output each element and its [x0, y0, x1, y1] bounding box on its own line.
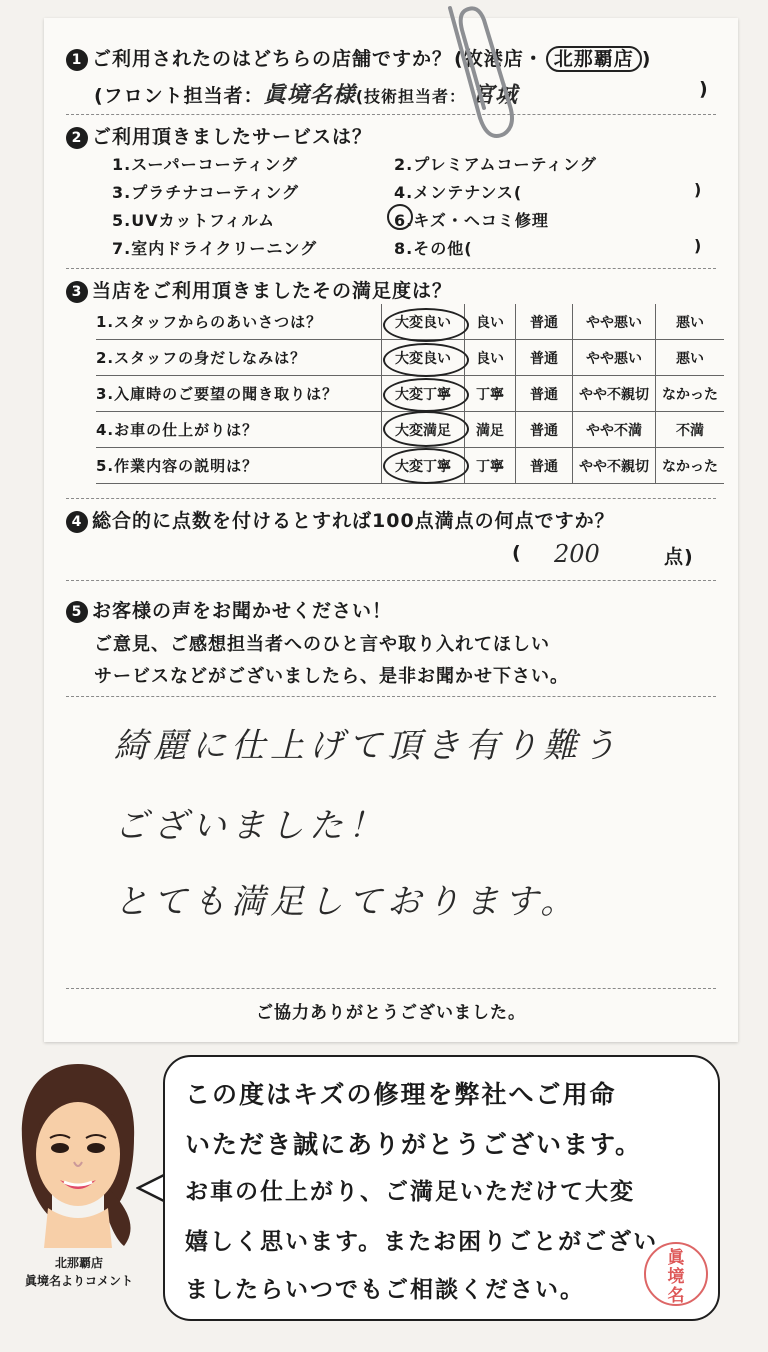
reply-line: 嬉しく思います。またお困りごとがござい [185, 1229, 659, 1255]
selection-circle [383, 411, 469, 447]
divider [66, 580, 716, 581]
reply-line: ましたらいつでもご相談ください。 [185, 1277, 585, 1303]
service-item: 3.プラチナコーティング [112, 183, 299, 202]
staff-tech-name: 宮城 [472, 82, 519, 108]
thanks-text: ご協力ありがとうございました。 [256, 1003, 526, 1023]
divider [66, 988, 716, 989]
name-stamp: 眞境名 [644, 1242, 708, 1306]
table-row: 5.作業内容の説明は？ 大変丁寧 丁寧 普通 やや不親切 なかった [96, 448, 724, 484]
question-5: 5 お客様の声をお聞かせください！ [66, 596, 392, 623]
service-item: 1.スーパーコーティング [112, 155, 299, 174]
reply-line: お車の仕上がり、ご満足いただけて大変 [185, 1179, 635, 1205]
score-open: ( [512, 542, 522, 564]
divider [66, 114, 716, 115]
table-row: 4.お車の仕上がりは？ 大変満足 満足 普通 やや不満 不満 [96, 412, 724, 448]
customer-voice-line: 綺麗に仕上げて頂き有り難う [114, 726, 621, 766]
question-number-4: 4 [66, 511, 88, 533]
selection-circle [383, 308, 469, 342]
service-item: 7.室内ドライクリーニング [112, 239, 318, 258]
question-number-1: 1 [66, 49, 88, 71]
service-item: 8.その他( [394, 239, 473, 258]
score-value: 200 [554, 540, 600, 568]
selection-circle [383, 378, 469, 412]
service-item-close: ) [694, 180, 703, 199]
store-selected: 北那覇店 [546, 46, 642, 72]
divider [66, 696, 716, 697]
question-number-5: 5 [66, 601, 88, 623]
table-row: 3.入庫時のご要望の聞き取りは？ 大変丁寧 丁寧 普通 やや不親切 なかった [96, 376, 724, 412]
caption-store: 北那覇店 [54, 1256, 103, 1270]
staff-line: (フロント担当者：眞境名様(技術担当者： 宮城 [94, 82, 519, 108]
survey-card [44, 18, 738, 1042]
table-row: 1.スタッフからのあいさつは？ 大変良い 良い 普通 やや悪い 悪い [96, 304, 724, 340]
reply-bubble [163, 1055, 720, 1321]
question-5-line-2: サービスなどがございましたら、是非お聞かせ下さい。 [94, 666, 569, 687]
staff-front-name: 眞境名様 [263, 82, 356, 108]
score-unit: 点) [664, 546, 694, 568]
question-2: 2 ご利用頂きましたサービスは？ [66, 122, 372, 149]
question-1: 1 ご利用されたのはどちらの店舗ですか？ (牧港店・ 北那覇店 ) [66, 44, 651, 71]
question-5-line-1: ご意見、ご感想担当者へのひと言や取り入れてほしい [94, 634, 550, 655]
reply-line: この度はキズの修理を弊社へご用命 [185, 1080, 617, 1109]
question-number-2: 2 [66, 127, 88, 149]
service-item: 4.メンテナンス( [394, 183, 523, 202]
question-3: 3 当店をご利用頂きましたその満足度は？ [66, 276, 452, 303]
service-item-close: ) [694, 236, 703, 255]
selection-circle [387, 204, 413, 230]
customer-voice-line: ございました！ [114, 806, 387, 846]
service-item-selected: 6.キズ・ヘコミ修理 [394, 211, 549, 230]
divider [66, 498, 716, 499]
paperclip-icon [418, 0, 518, 150]
staff-line-close: ) [699, 78, 709, 100]
staff-avatar [8, 1058, 148, 1248]
customer-voice-line: とても満足しております。 [114, 882, 580, 922]
divider [66, 268, 716, 269]
reply-line: いただき誠にありがとうございます。 [185, 1130, 643, 1159]
question-number-3: 3 [66, 281, 88, 303]
caption-comment: 眞境名よりコメント [24, 1274, 133, 1288]
service-item: 2.プレミアムコーティング [394, 155, 597, 174]
table-row: 2.スタッフの身だしなみは？ 大変良い 良い 普通 やや悪い 悪い [96, 340, 724, 376]
question-4: 4 総合的に点数を付けるとすれば100点満点の何点ですか？ [66, 506, 615, 533]
selection-circle [383, 448, 469, 484]
service-item: 5.UVカットフィルム [112, 211, 276, 230]
selection-circle [383, 343, 469, 377]
